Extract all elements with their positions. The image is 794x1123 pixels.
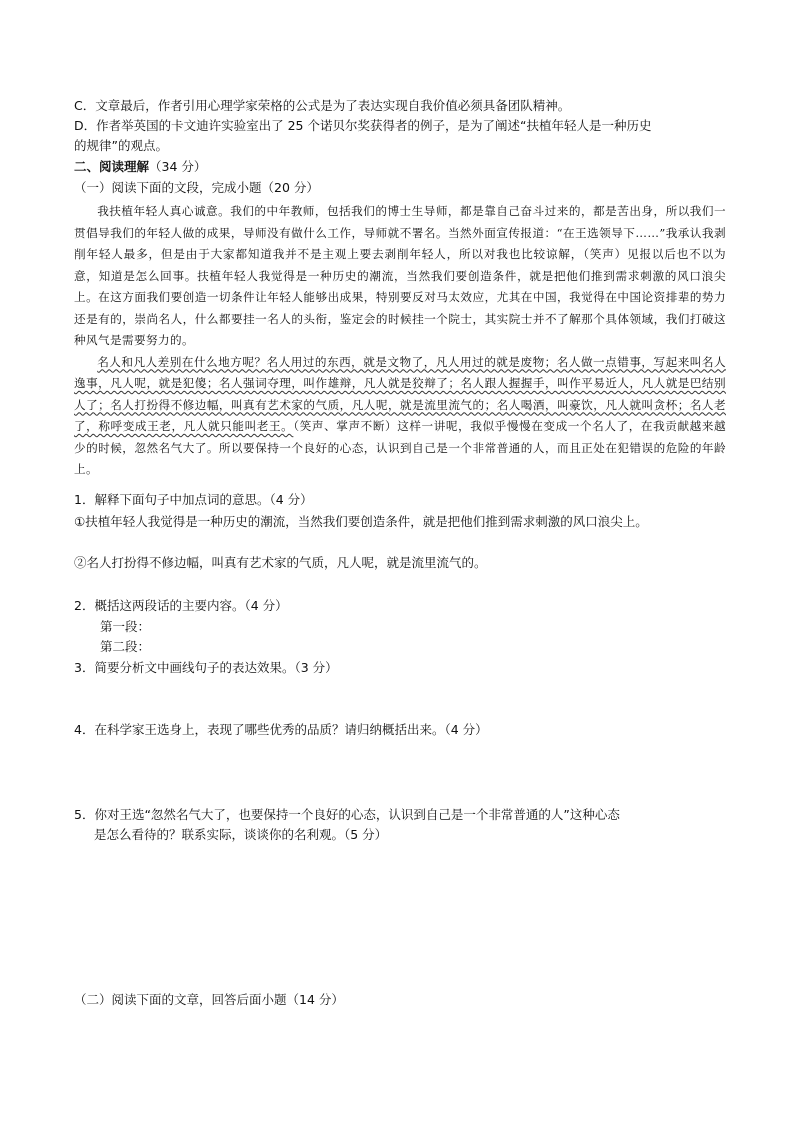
- section-points: （34 分）: [149, 159, 207, 174]
- passage-paragraph-2-rest: （笑声、掌声不断）这样一讲呢，我似乎慢慢在变成一个名人了，在我贡献越来越少的时候，忽然名气大了。所以要保持一个良好的心态，认识到自己是一个非常普通的人，而且正处在犯错误的危险的年龄上。: [74, 419, 726, 476]
- question-4-title: 4．在科学家王选身上，表现了哪些优秀的品质？请归纳概括出来。（4 分）: [74, 722, 488, 737]
- question-2-title: 2．概括这两段话的主要内容。（4 分）: [74, 598, 288, 613]
- question-5-line2: 是怎么看待的？联系实际，谈谈你的名利观。（5 分）: [94, 827, 388, 842]
- underlined-sentences: 名人和凡人差别在什么地方呢？名人用过的东西，就是文物了，凡人用过的就是废物；名人做一点错事，写起来叫名人逸事，凡人呢，就是犯傻；名人强词夺理，叫作雄辩，凡人就是狡辩了；名人跟人握握手，叫作平易近人，凡人就是巴结别人了；名人打扮得不修边幅，叫真有艺术家的气质，凡人呢，就是流里流气的；名人喝酒，叫豪饮，凡人就叫贪杯；名人老了，称呼变成王老，凡人就只能叫老王。: [74, 354, 726, 433]
- question-1-item-a: ①扶植年轻人我觉得是一种历史的潮流，当然我们要创造条件，就是把他们推到需求刺激的风口浪尖上。: [74, 514, 648, 529]
- section-heading: [74, 157, 206, 177]
- reading-passage: [74, 201, 726, 481]
- option-c: C．文章最后，作者引用心理学家荣格的公式是为了表达实现自我价值必须具备团队精神。: [74, 98, 571, 113]
- option-d-line2: 的规律”的观点。: [74, 138, 168, 153]
- question-2-paragraph-2-label: 第二段：: [100, 639, 151, 654]
- passage-paragraph-2: [74, 352, 726, 481]
- part1-title: （一）阅读下面的文段，完成小题（20 分）: [74, 180, 319, 195]
- question-3-title: 3．简要分析文中画线句子的表达效果。（3 分）: [74, 660, 338, 675]
- option-d-line1: D．作者举英国的卡文迪许实验室出了 25 个诺贝尔奖获得者的例子，是为了阐述“扶植年轻人是一种历史: [74, 118, 652, 133]
- section-title: 二、阅读理解: [74, 159, 150, 174]
- question-2-paragraph-1-label: 第一段：: [100, 619, 151, 634]
- question-1-item-b: ②名人打扮得不修边幅，叫真有艺术家的气质，凡人呢，就是流里流气的。: [74, 555, 487, 570]
- question-5-line1: 5．你对王选“忽然名气大了，也要保持一个良好的心态，认识到自己是一个非常普通的人”这种心态: [74, 807, 620, 822]
- question-1-title: 1．解释下面句子中加点词的意思。（4 分）: [74, 492, 313, 507]
- part2-title: （二）阅读下面的文章，回答后面小题（14 分）: [74, 992, 344, 1007]
- passage-paragraph-1: 我扶植年轻人真心诚意。我们的中年教师，包括我们的博士生导师，都是靠自己奋斗过来的，都是苦出身，所以我们一贯倡导我们的年轻人做的成果，导师没有做什么工作，导师就不署名。当然外面宣传报道：“在王选领导下……”我承认我剥削年轻人最多，但是由于大家都知道我并不是主观上要去剥削年轻人，所以对我也比较谅解，（笑声）见报以后也不以为意，知道是怎么回事。扶植年轻人我觉得是一种历史的潮流，当然我们要创造条件，就是把他们推到需求刺激的风口浪尖上。在这方面我们要创造一切条件让年轻人能够出成果，特别要反对马太效应，尤其在中国，我觉得在中国论资排辈的势力还是有的，崇尚名人，什么都要挂一名人的头衔，鉴定会的时候挂一个院士，其实院士并不了解那个具体领域，我们打破这种风气是需要努力的。: [74, 204, 726, 347]
